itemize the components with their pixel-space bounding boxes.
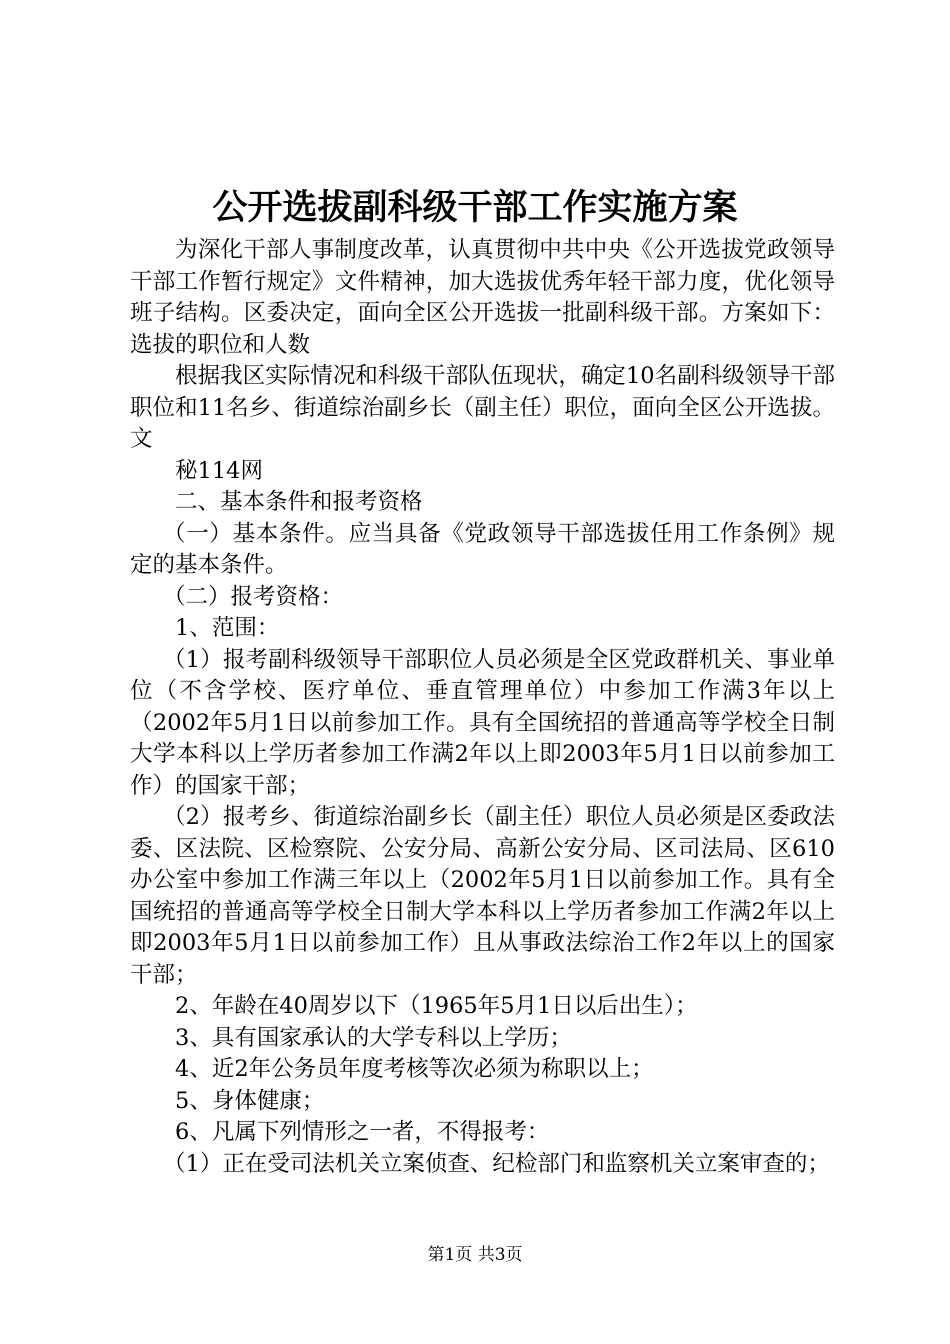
section-heading-2: 二、基本条件和报考资格 bbox=[175, 489, 423, 515]
item-health: 5、身体健康； bbox=[175, 1087, 325, 1114]
item-assessment: 4、近2年公务员年度考核等次必须为称职以上； bbox=[175, 1056, 654, 1082]
item-scope-1: （1）报考副科级领导干部职位人员必须是全区党政群机关、事业单位（不含学校、医疗单位、垂直管理单位）中参加工作满3年以上（2002年5月1日以前参加工作。具有全国统招的普通高等学校全日制大学本科以上学历者参加工作满2年以上即2003年5月1日以前参加工作）的国家干部； bbox=[130, 646, 835, 799]
item-age: 2、年龄在40周岁以下（1965年5月1日以后出生）； bbox=[175, 993, 698, 1019]
page-number: 第1页 共3页 bbox=[427, 1245, 523, 1265]
paragraph-basic-conditions: （一）基本条件。应当具备《党政领导干部选拔任用工作条例》规定的基本条件。 bbox=[130, 520, 835, 578]
document-body bbox=[130, 235, 835, 1180]
paragraph-positions: 根据我区实际情况和科级干部队伍现状，确定10名副科级领导干部职位和11名乡、街道综治副乡长（副主任）职位，面向全区公开选拔。文 bbox=[130, 363, 835, 452]
item-education: 3、具有国家承认的大学专科以上学历； bbox=[175, 1024, 572, 1051]
paragraph-source-note: 秘114网 bbox=[175, 457, 263, 484]
item-exclusion-1: （1）正在受司法机关立案侦查、纪检部门和监察机关立案审查的； bbox=[163, 1150, 830, 1177]
item-exclusions: 6、凡属下列情形之一者，不得报考： bbox=[175, 1119, 550, 1145]
paragraph-intro: 为深化干部人事制度改革，认真贯彻中共中央《公开选拔党政领导干部工作暂行规定》文件精神，加大选拔优秀年轻干部力度，优化领导班子结构。区委决定，面向全区公开选拔一批副科级干部。方案如下：选拔的职位和人数 bbox=[130, 237, 835, 358]
item-scope-2: （2）报考乡、街道综治副乡长（副主任）职位人员必须是区委政法委、区法院、区检察院、公安分局、高新公安分局、区司法局、区610办公室中参加工作满三年以上（2002年5月1日以前参加工作。具有全国统招的普通高等学校全日制大学本科以上学历者参加工作满2年以上即2003年5月1日以前参加工作）且从事政法综治工作2年以上的国家干部； bbox=[130, 804, 835, 988]
document-title: 公开选拔副科级干部工作实施方案 bbox=[212, 187, 738, 228]
subheading-qualifications: （二）报考资格： bbox=[163, 583, 344, 610]
item-scope: 1、范围： bbox=[175, 615, 280, 641]
